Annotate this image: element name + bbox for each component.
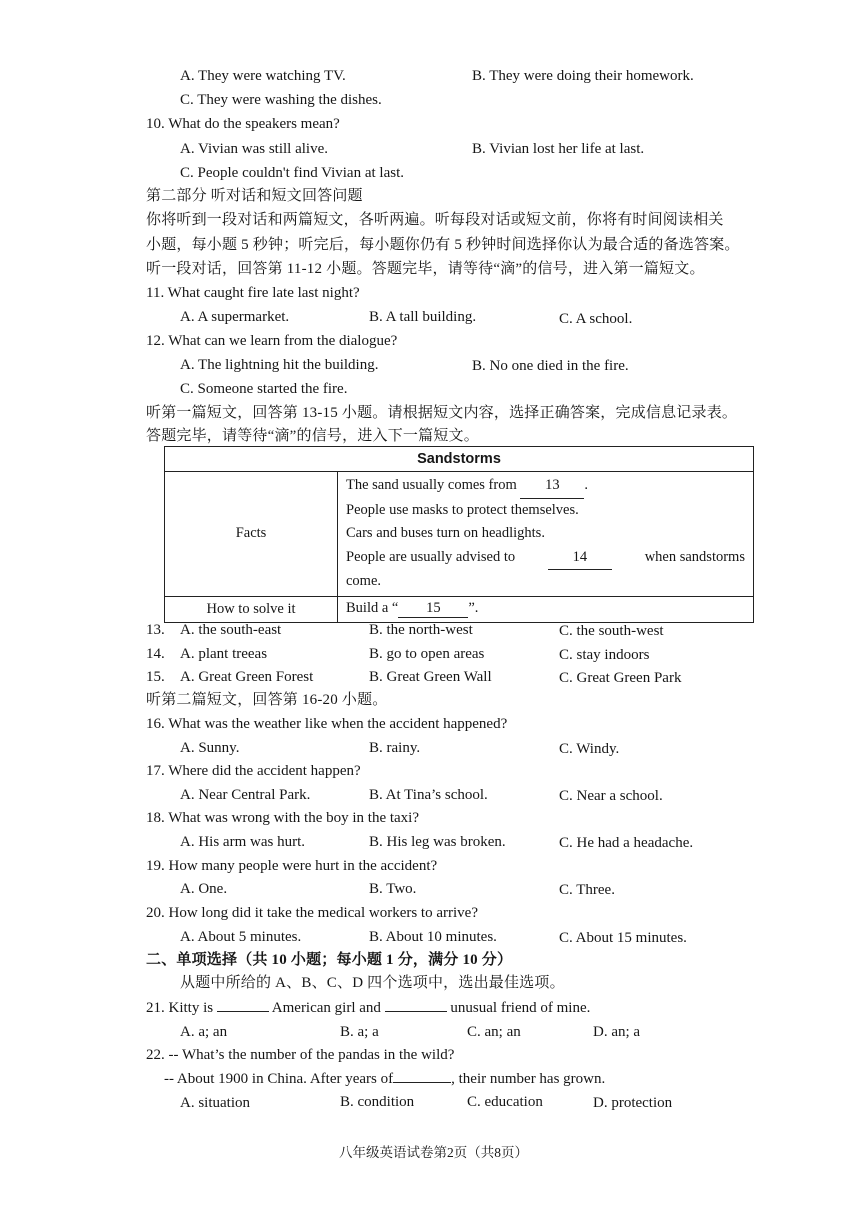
fact-4	[346, 546, 745, 571]
q9-option-b: B. They were doing their homework.	[472, 68, 694, 84]
section2-instruction: 从题中所给的 A、B、C、D 四个选项中，选出最佳选项。	[180, 975, 565, 991]
q11-option-c: C. A school.	[559, 311, 633, 327]
q22-line-1: 22. -- What’s the number of the pandas in the wild?	[146, 1047, 455, 1063]
q12-option-c: C. Someone started the fire.	[180, 381, 348, 397]
q18-option-a: A. His arm was hurt.	[180, 834, 305, 850]
fact-3: Cars and buses turn on headlights.	[346, 525, 545, 541]
section2-heading: 二、单项选择（共 10 小题；每小题 1 分，满分 10 分）	[146, 952, 513, 968]
q21-stem	[146, 998, 590, 1018]
q10-stem: 10. What do the speakers mean?	[146, 116, 340, 132]
q18-option-c: C. He had a headache.	[559, 835, 694, 851]
fact-1-end: .	[584, 477, 588, 493]
q20-option-c: C. About 15 minutes.	[559, 930, 687, 946]
q22-blank	[393, 1082, 451, 1083]
fact-1	[346, 474, 745, 499]
part2-heading: 第二部分 听对话和短文回答问题	[146, 188, 363, 204]
q12-stem: 12. What can we learn from the dialogue?	[146, 333, 398, 349]
q18-option-b: B. His leg was broken.	[369, 834, 506, 850]
q11-stem: 11. What caught fire late last night?	[146, 285, 360, 301]
blank-15: 15	[398, 600, 468, 618]
fact-1-text: The sand usually comes from	[346, 477, 517, 493]
q16-option-b: B. rainy.	[369, 740, 421, 756]
fact-4-tail: when sandstorms	[644, 548, 745, 565]
fact-4-text: People are usually advised to	[346, 548, 516, 565]
q22-line-2-text: -- About 1900 in China. After years of	[164, 1071, 394, 1087]
q20-option-b: B. About 10 minutes.	[369, 929, 497, 945]
part2-instruction-1: 你将听到一段对话和两篇短文，各听两遍。听每段对话或短文前，你将有时间阅读相关	[146, 212, 724, 228]
q15-option-a: A. Great Green Forest	[180, 669, 314, 685]
facts-cell	[338, 472, 754, 597]
q21-blank-2	[385, 1011, 447, 1012]
q21-option-d: D. an; a	[593, 1024, 641, 1040]
solve-text: Build a “	[346, 600, 399, 616]
q21-stem-end: unusual friend of mine.	[450, 1000, 591, 1016]
q15-option-c: C. Great Green Park	[559, 670, 682, 686]
q21-option-b: B. a; a	[340, 1024, 379, 1040]
table-title: Sandstorms	[165, 447, 754, 472]
q14-option-c: C. stay indoors	[559, 647, 650, 663]
q17-stem: 17. Where did the accident happen?	[146, 763, 361, 779]
part2-instruction-3: 听一段对话，回答第 11-12 小题。答题完毕，请等待“滴”的信号，进入第一篇短文。	[146, 261, 705, 277]
q14-option-b: B. go to open areas	[369, 646, 485, 662]
q20-stem: 20. How long did it take the medical workers to arrive?	[146, 905, 478, 921]
q10-option-c: C. People couldn't find Vivian at last.	[180, 165, 404, 181]
q22-line-2	[164, 1069, 605, 1089]
q12-option-a: A. The lightning hit the building.	[180, 357, 379, 373]
q21-blank-1	[217, 1011, 269, 1012]
q16-option-a: A. Sunny.	[180, 740, 240, 756]
q10-option-a: A. Vivian was still alive.	[180, 141, 328, 157]
q17-option-c: C. Near a school.	[559, 788, 663, 804]
q11-option-a: A. A supermarket.	[180, 309, 290, 325]
q19-option-a: A. One.	[180, 881, 228, 897]
q20-option-a: A. About 5 minutes.	[180, 929, 302, 945]
q13-option-b: B. the north-west	[369, 622, 473, 638]
sandstorms-table	[164, 446, 754, 623]
passage2-instruction: 听第二篇短文，回答第 16-20 小题。	[146, 692, 388, 708]
q9-option-a: A. They were watching TV.	[180, 68, 346, 84]
solve-cell	[338, 596, 754, 622]
q16-option-c: C. Windy.	[559, 741, 620, 757]
q21-option-a: A. a; an	[180, 1024, 228, 1040]
q21-number: 21. Kitty is	[146, 1000, 214, 1016]
solve-label: How to solve it	[165, 596, 338, 622]
passage1-instruction-2: 答题完毕，请等待“滴”的信号，进入下一篇短文。	[146, 428, 479, 444]
facts-label: Facts	[165, 472, 338, 597]
q15-option-b: B. Great Green Wall	[369, 669, 492, 685]
q16-stem: 16. What was the weather like when the accident happened?	[146, 716, 508, 732]
q19-option-b: B. Two.	[369, 881, 417, 897]
q22-option-d: D. protection	[593, 1095, 673, 1111]
q19-stem: 19. How many people were hurt in the accident?	[146, 858, 438, 874]
q21-option-c: C. an; an	[467, 1024, 521, 1040]
solve-end: ”.	[468, 600, 479, 616]
q22-line-2-end: , their number has grown.	[451, 1071, 606, 1087]
passage1-instruction-1: 听第一篇短文，回答第 13-15 小题。请根据短文内容，选择正确答案，完成信息记录表。	[146, 405, 738, 421]
q21-stem-middle: American girl and	[271, 1000, 381, 1016]
q9-option-c: C. They were washing the dishes.	[180, 92, 382, 108]
part2-instruction-2: 小题，每小题 5 秒钟；听完后，每小题你仍有 5 秒钟时间选择你认为最合适的备选答案。	[146, 237, 740, 253]
q18-stem: 18. What was wrong with the boy in the taxi?	[146, 810, 420, 826]
q17-option-b: B. At Tina’s school.	[369, 787, 488, 803]
q22-option-c: C. education	[467, 1094, 543, 1110]
q22-option-b: B. condition	[340, 1094, 415, 1110]
q22-option-a: A. situation	[180, 1095, 250, 1111]
q17-option-a: A. Near Central Park.	[180, 787, 311, 803]
q10-option-b: B. Vivian lost her life at last.	[472, 141, 645, 157]
fact-4-continued: come.	[346, 573, 382, 589]
blank-13: 13	[520, 474, 584, 499]
fact-2: People use masks to protect themselves.	[346, 501, 579, 518]
q13-number: 13.	[146, 622, 165, 638]
page-footer: 八年级英语试卷第2页（共8页）	[339, 1145, 528, 1160]
q19-option-c: C. Three.	[559, 882, 615, 898]
blank-14: 14	[548, 546, 612, 571]
q15-number: 15.	[146, 669, 165, 685]
q11-option-b: B. A tall building.	[369, 309, 477, 325]
q14-option-a: A. plant treeas	[180, 646, 268, 662]
q13-option-a: A. the south-east	[180, 622, 282, 638]
q12-option-b: B. No one died in the fire.	[472, 358, 629, 374]
q14-number: 14.	[146, 646, 165, 662]
q13-option-c: C. the south-west	[559, 623, 664, 639]
